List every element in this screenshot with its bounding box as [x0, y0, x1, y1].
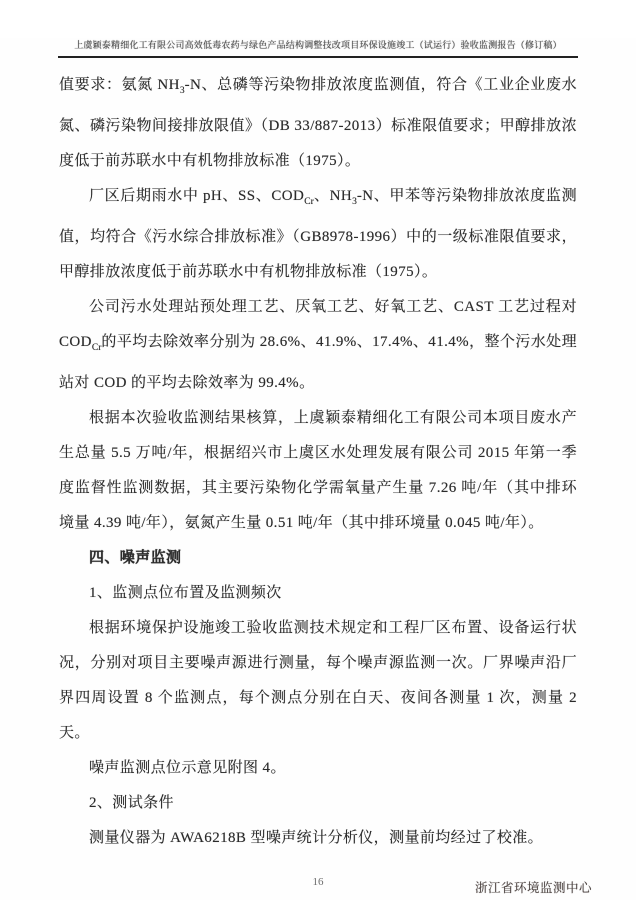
text-run: 值要求：氨氮 NH	[59, 77, 180, 93]
footer-organization: 浙江省环境监测中心	[474, 881, 592, 895]
text-run: 根据环境保护设施竣工验收监测技术规定和工程厂区布置、设备运行状况，分别对项目主要噪声源进行测量，每个噪声源监测一次。厂界噪声沿厂界四周设置 8 个监测点，每个测点分别在白天、夜间各测量 1 次，测量 2 天。	[59, 620, 577, 741]
page-number: 16	[312, 876, 324, 888]
text-run: 的平均去除效率分别为 28.6%、41.9%、17.4%、41.4%，整个污水处理站对 COD 的平均去除效率为 99.4%。	[59, 334, 577, 391]
paragraph	[59, 68, 577, 179]
text-run: 1、监测点位布置及监测频次	[89, 585, 282, 601]
text-run: 噪声监测点位示意见附图 4。	[89, 760, 286, 776]
paragraph	[59, 290, 577, 401]
paragraph	[59, 786, 577, 821]
text-run: 测量仪器为 AWA6218B 型噪声统计分析仪，测量前均经过了校准。	[89, 830, 544, 846]
paragraph	[59, 611, 577, 751]
subscript-text: 3	[179, 86, 185, 96]
body-paragraphs	[59, 68, 577, 856]
text-run: 四、噪声监测	[89, 550, 182, 566]
subscript-text: Cr	[304, 197, 314, 207]
subscript-text: Cr	[91, 343, 102, 353]
page-footer	[0, 876, 636, 900]
text-run: 厂区后期雨水中 pH、SS、COD	[89, 188, 305, 204]
paragraph	[59, 821, 577, 856]
text-run: 2、测试条件	[89, 795, 174, 811]
section-heading	[59, 541, 577, 576]
subscript-text: 3	[352, 197, 357, 207]
text-run: 根据本次验收监测结果核算，上虞颖泰精细化工有限公司本项目废水产生总量 5.5 万吨/年，根据绍兴市上虞区水处理发展有限公司 2015 年第一季度监督性监测数据，其主要污染物化学需氧量产生量 7.26 吨/年（其中排环境量 4.39 吨/年），氨氮产生量 0.51 吨/年（其中排环境量 0.045 吨/年）。	[59, 410, 577, 531]
text-run: 公司污水处理站预处理工艺、厌氧工艺、好氧工艺、CAST 工艺过程对COD	[59, 299, 577, 350]
paragraph	[59, 576, 577, 611]
text-run: 、NH	[313, 188, 353, 204]
text-run: -N、甲苯等污染物排放浓度监测值，均符合《污水综合排放标准》（GB8978-1996）中的一级标准限值要求，甲醇排放浓度低于前苏联水中有机物排放标准（1975）。	[59, 188, 577, 280]
text-run: -N、总磷等污染物排放浓度监测值，符合《工业企业废水氮、磷污染物间接排放限值》（DB 33/887-2013）标准限值要求；甲醇排放浓度低于前苏联水中有机物排放标准（1975）。	[59, 77, 578, 169]
document-page	[0, 38, 636, 900]
paragraph	[59, 401, 577, 541]
paragraph	[59, 751, 577, 786]
page-body	[59, 68, 577, 856]
paragraph	[59, 179, 577, 290]
running-header: 上虞颖泰精细化工有限公司高效低毒农药与绿色产品结构调整技改项目环保设施竣工（试运行）验收监测报告（修订稿）	[58, 38, 578, 58]
